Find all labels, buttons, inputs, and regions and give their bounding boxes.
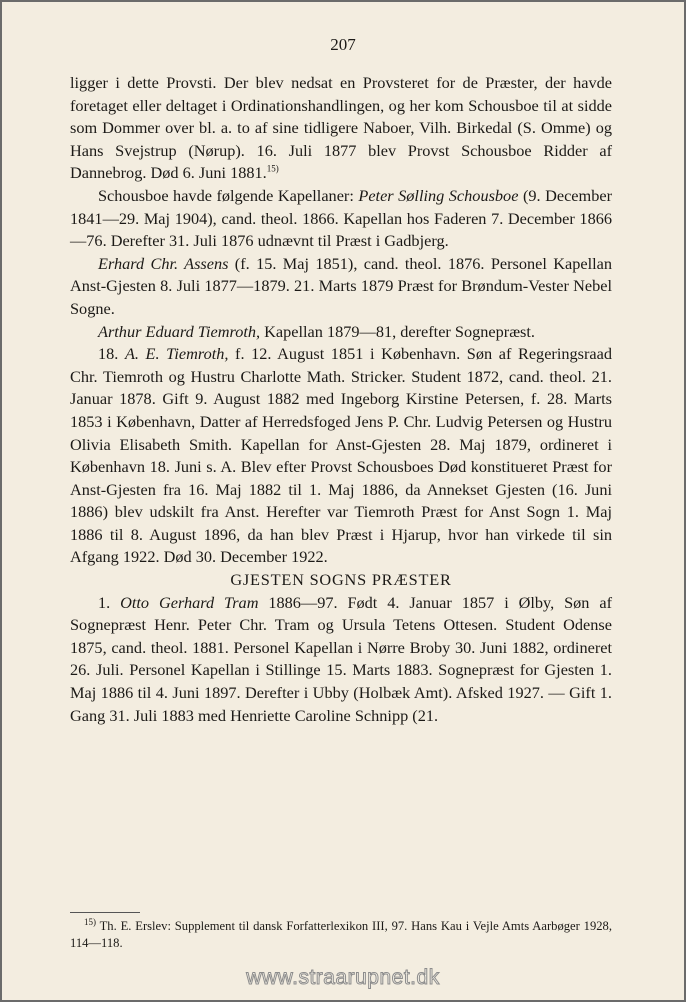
footnote-text: Th. E. Erslev: Supplement til dansk Forfatterlexikon III, 97. Hans Kau i Vejle Amts Aarbøger 1928, 114—118. xyxy=(70,919,612,950)
paragraph xyxy=(70,321,612,344)
paragraph xyxy=(70,592,612,728)
person-name: Peter Sølling Schousboe xyxy=(358,185,519,205)
paragraph-text: (f. 15. Maj 1851), cand. theol. 1876. Personel Kapellan Anst-Gjesten 8. Juli 1877—1879. 21. Marts 1879 Præst for Brøndum-Vester Nebel Sogne. xyxy=(70,253,612,318)
paragraph-text: (9. December 1841—29. Maj 1904), cand. theol. 1866. Kapellan hos Faderen 7. December 1866—76. Derefter 31. Juli 1876 udnævnt til Præst i Gadbjerg. xyxy=(70,185,612,251)
page-number: 207 xyxy=(330,35,356,54)
page-body xyxy=(70,72,612,727)
paragraph-text: ligger i dette Provsti. Der blev nedsat en Provsteret for de Præster, der havde foretaget eller deltaget i Ordinationshandlingen, og her kom Schousboe til at sidde som Dommer over bl. a. to af sine tidligere Naboer, Vilh. Birkedal (S. Omme) og Hans Svejstrup (Nørup). 16. Juli 1877 blev Provst Schousboe Ridder af Dannebrog. Død 6. Juni 1881. xyxy=(70,73,612,183)
footnote-divider xyxy=(70,912,140,913)
watermark: www.straarupnet.dk xyxy=(246,966,440,989)
footnote-marker: 15) xyxy=(84,916,96,927)
paragraph-text: Kapellan 1879—81, derefter Sognepræst. xyxy=(260,321,535,341)
paragraph xyxy=(70,343,612,569)
person-name: A. E. Tiemroth, xyxy=(124,344,229,364)
person-name: Arthur Eduard Tiemroth, xyxy=(98,321,261,341)
entry-number: 1. xyxy=(98,592,121,612)
footnote-ref: 15) xyxy=(266,163,279,174)
paragraph xyxy=(70,185,612,253)
paragraph xyxy=(70,253,612,321)
footnote xyxy=(70,918,612,952)
paragraph-text: Schousboe havde følgende Kapellaner: xyxy=(98,185,359,205)
paragraph-text: f. 12. August 1851 i København. Søn af Regeringsraad Chr. Tiemroth og Hustru Charlotte Math. Stricker. Student 1872, cand. theol. 21. Januar 1878. Gift 9. August 1882 med Ingeborg Kirstine Petersen, f. 28. Marts 1853 i København, Datter af Herredsfoged Jens P. Chr. Ludvig Petersen og Hustru Olivia Elisabeth Smith. Kapellan for Anst-Gjesten 28. Maj 1879, ordineret i København 18. Juni s. A. Blev efter Provst Schousboes Død konstitueret Præst for Anst-Gjesten fra 16. Maj 1882 til 1. Maj 1886, da Annekset Gjesten (16. Juni 1886) blev udskilt fra Anst. Herefter var Tiemroth Præst for Anst Sogn 1. Maj 1886 til 8. August 1896, da han blev Præst i Hjarup, hvor han virkede til sin Afgang 1922. Død 30. December 1922. xyxy=(70,344,613,567)
section-title: GJESTEN SOGNS PRÆSTER xyxy=(230,570,452,590)
person-name: Otto Gerhard Tram xyxy=(120,592,259,612)
paragraph-text: 1886—97. Født 4. Januar 1857 i Ølby, Søn af Sognepræst Henr. Peter Chr. Tram og Ursula Tetens Ottesen. Student Odense 1875, cand. theol. 1881. Personel Kapellan i Nørre Broby 30. Juni 1882, ordineret 26. Juli. Personel Kapellan i Stillinge 15. Marts 1883. Sognepræst for Gjesten 1. Maj 1886 til 4. Juni 1897. Derefter i Ubby (Holbæk Amt). Afsked 1927. — Gift 1. Gang 31. Juli 1883 med Henriette Caroline Schnipp (21. xyxy=(70,592,613,725)
entry-number: 18. xyxy=(98,344,125,364)
person-name: Erhard Chr. Assens xyxy=(98,253,229,273)
paragraph xyxy=(70,72,612,185)
book-page xyxy=(2,2,684,1000)
